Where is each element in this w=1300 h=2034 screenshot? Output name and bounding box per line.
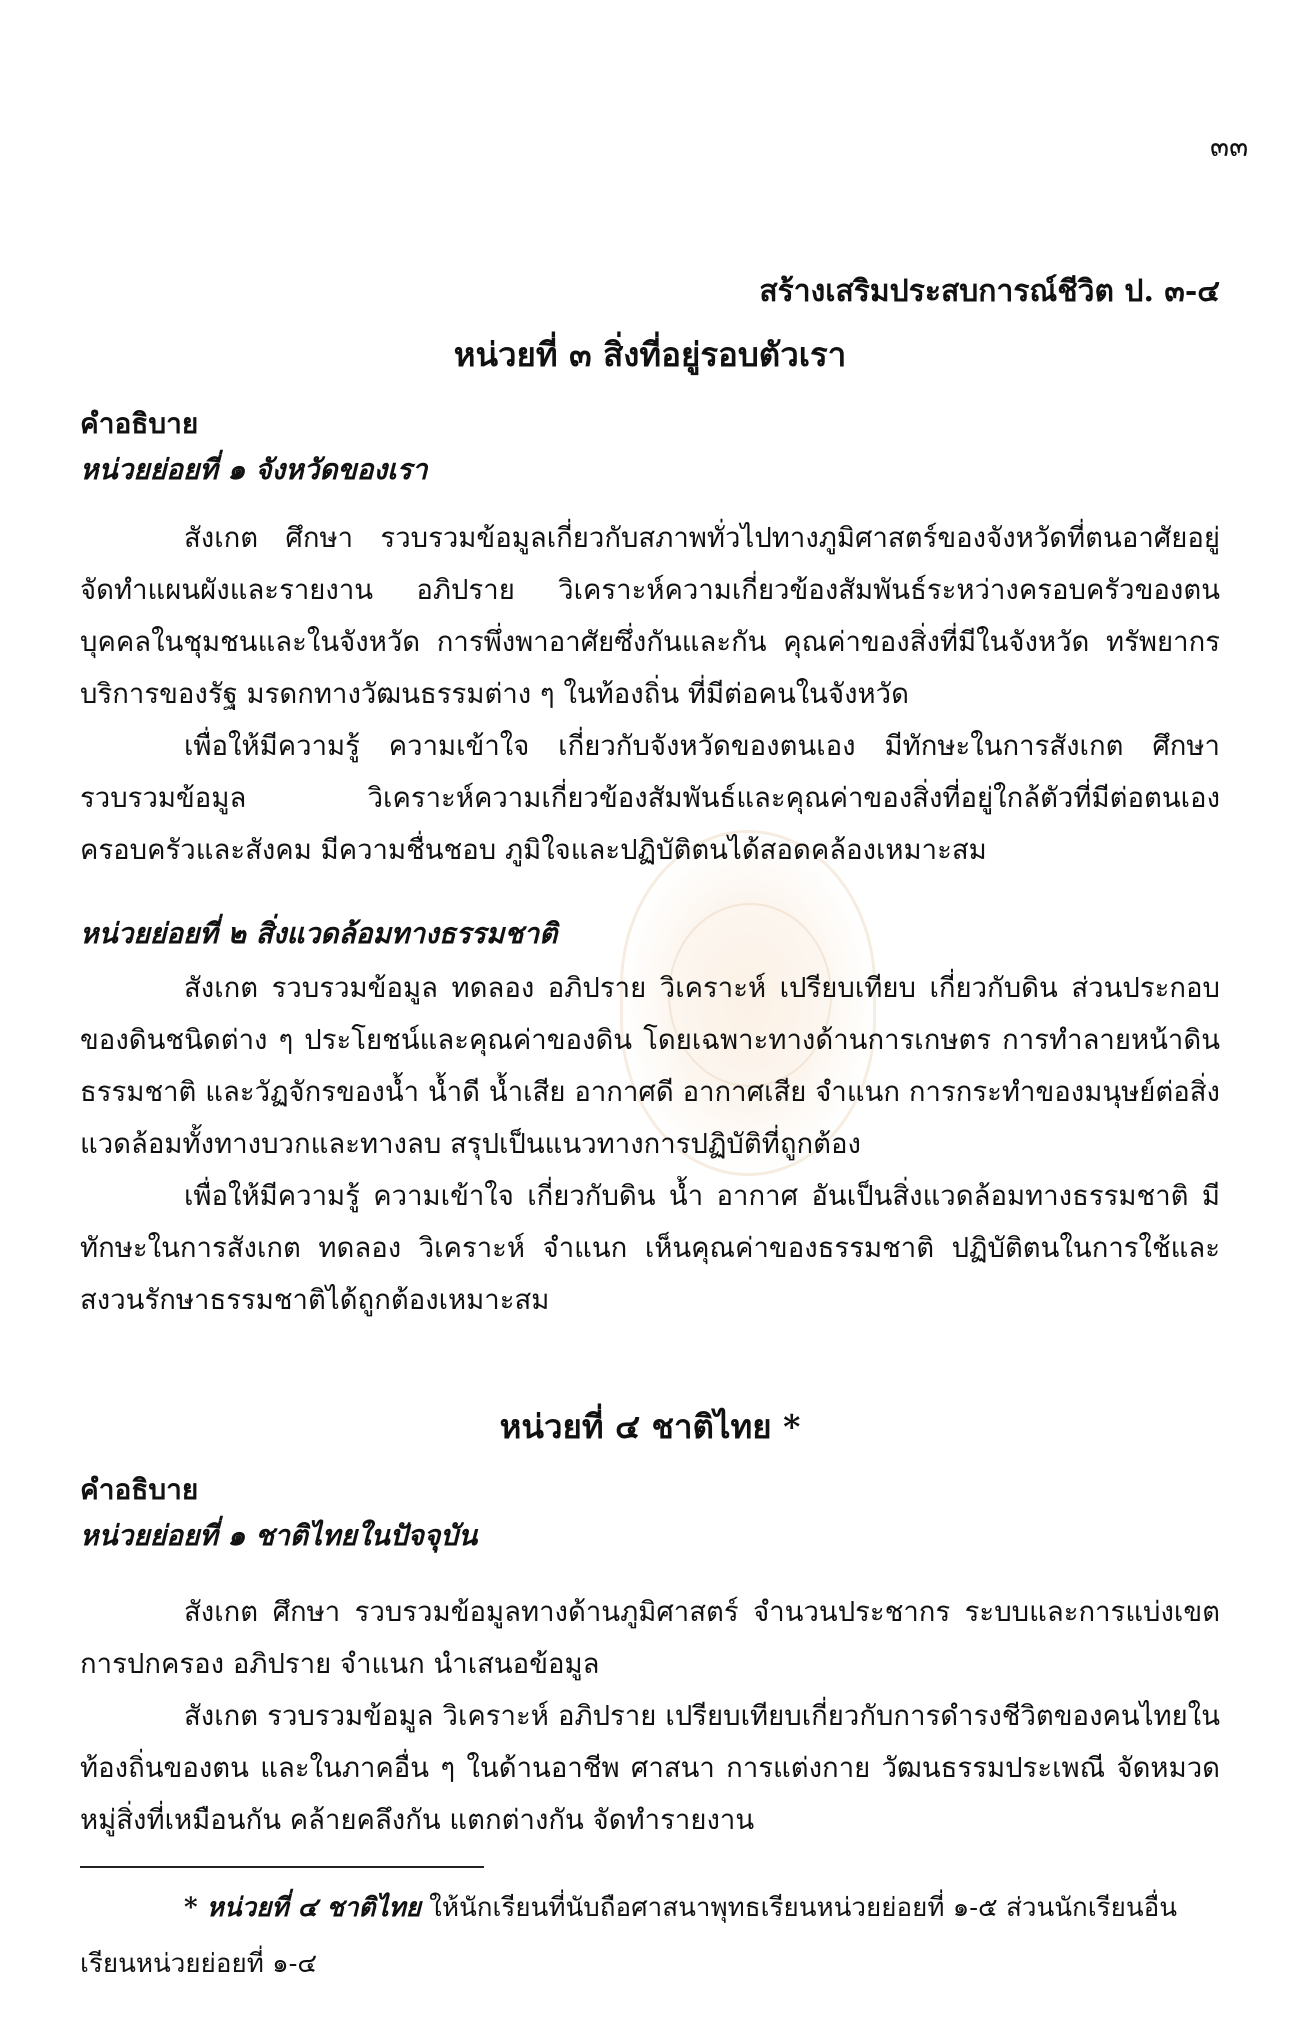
unit3-sub2-body	[80, 962, 1220, 1326]
footnote-divider	[80, 1866, 484, 1868]
page-number: ๓๓	[1210, 130, 1249, 163]
paragraph: สังเกต ศึกษา รวบรวมข้อมูลทางด้านภูมิศาสตร์ จำนวนประชากร ระบบและการแบ่งเขตการปกครอง อภิปราย จำแนก นำเสนอข้อมูล	[80, 1596, 1220, 1680]
unit4-sub1-heading: หน่วยย่อยที่ ๑ ชาติไทยในปัจจุบัน	[80, 1519, 478, 1552]
unit3-sub1-body	[80, 512, 1220, 876]
course-title: สร้างเสริมประสบการณ์ชีวิต ป. ๓-๔	[759, 274, 1220, 309]
paragraph: เพื่อให้มีความรู้ ความเข้าใจ เกี่ยวกับดิน น้ำ อากาศ อันเป็นสิ่งแวดล้อมทางธรรมชาติ มีทักษะในการสังเกต ทดลอง วิเคราะห์ จำแนก เห็นคุณค่าของธรรมชาติ ปฏิบัติตนในการใช้และสงวนรักษาธรรมชาติได้ถูกต้องเหมาะสม	[80, 1180, 1220, 1316]
footnote	[80, 1880, 1220, 1992]
paragraph: สังเกต รวบรวมข้อมูล ทดลอง อภิปราย วิเคราะห์ เปรียบเทียบ เกี่ยวกับดิน ส่วนประกอบของดินชนิดต่าง ๆ ประโยชน์และคุณค่าของดิน โดยเฉพาะทางด้านการเกษตร การทำลายหน้าดินธรรมชาติ และวัฏจักรของน้ำ น้ำดี น้ำเสีย อากาศดี อากาศเสีย จำแนก การกระทำของมนุษย์ต่อสิ่งแวดล้อมทั้งทางบวกและทางลบ สรุปเป็นแนวทางการปฏิบัติที่ถูกต้อง	[80, 972, 1220, 1160]
paragraph: สังเกต รวบรวมข้อมูล วิเคราะห์ อภิปราย เปรียบเทียบเกี่ยวกับการดำรงชีวิตของคนไทยในท้องถิ่นของตน และในภาคอื่น ๆ ในด้านอาชีพ ศาสนา การแต่งกาย วัฒนธรรมประเพณี จัดหมวดหมู่สิ่งที่เหมือนกัน คล้ายคลึงกัน แตกต่างกัน จัดทำรายงาน	[80, 1700, 1220, 1836]
unit4-sub1-body	[80, 1586, 1220, 1846]
unit4-description-label: คำอธิบาย	[80, 1473, 199, 1506]
paragraph: เพื่อให้มีความรู้ ความเข้าใจ เกี่ยวกับจังหวัดของตนเอง มีทักษะในการสังเกต ศึกษารวบรวมข้อมูล วิเคราะห์ความเกี่ยวข้องสัมพันธ์และคุณค่าของสิ่งที่อยู่ใกล้ตัวที่มีต่อตนเอง ครอบครัวและสังคม มีความชื่นชอบ ภูมิใจและปฏิบัติตนได้สอดคล้องเหมาะสม	[80, 730, 1220, 866]
paragraph: สังเกต ศึกษา รวบรวมข้อมูลเกี่ยวกับสภาพทั่วไปทางภูมิศาสตร์ของจังหวัดที่ตนอาศัยอยู่ จัดทำแผนผังและรายงาน อภิปราย วิเคราะห์ความเกี่ยวข้องสัมพันธ์ระหว่างครอบครัวของตน บุคคลในชุมชนและในจังหวัด การพึ่งพาอาศัยซึ่งกันและกัน คุณค่าของสิ่งที่มีในจังหวัด ทรัพยากร บริการของรัฐ มรดกทางวัฒนธรรมต่าง ๆ ในท้องถิ่น ที่มีต่อคนในจังหวัด	[80, 522, 1220, 710]
footnote-text: ให้นักเรียนที่นับถือศาสนาพุทธเรียนหน่วยย่อยที่ ๑-๕ ส่วนนักเรียนอื่นเรียนหน่วยย่อยที่ ๑-๔	[80, 1893, 1177, 1979]
unit3-description-label: คำอธิบาย	[80, 407, 199, 440]
footnote-marker: * หน่วยที่ ๔ ชาติไทย	[184, 1893, 421, 1923]
unit3-sub1-heading: หน่วยย่อยที่ ๑ จังหวัดของเรา	[80, 453, 428, 486]
unit3-sub2-heading: หน่วยย่อยที่ ๒ สิ่งแวดล้อมทางธรรมชาติ	[80, 917, 558, 950]
unit4-title: หน่วยที่ ๔ ชาติไทย *	[499, 1407, 801, 1446]
unit3-title: หน่วยที่ ๓ สิ่งที่อยู่รอบตัวเรา	[453, 335, 847, 374]
